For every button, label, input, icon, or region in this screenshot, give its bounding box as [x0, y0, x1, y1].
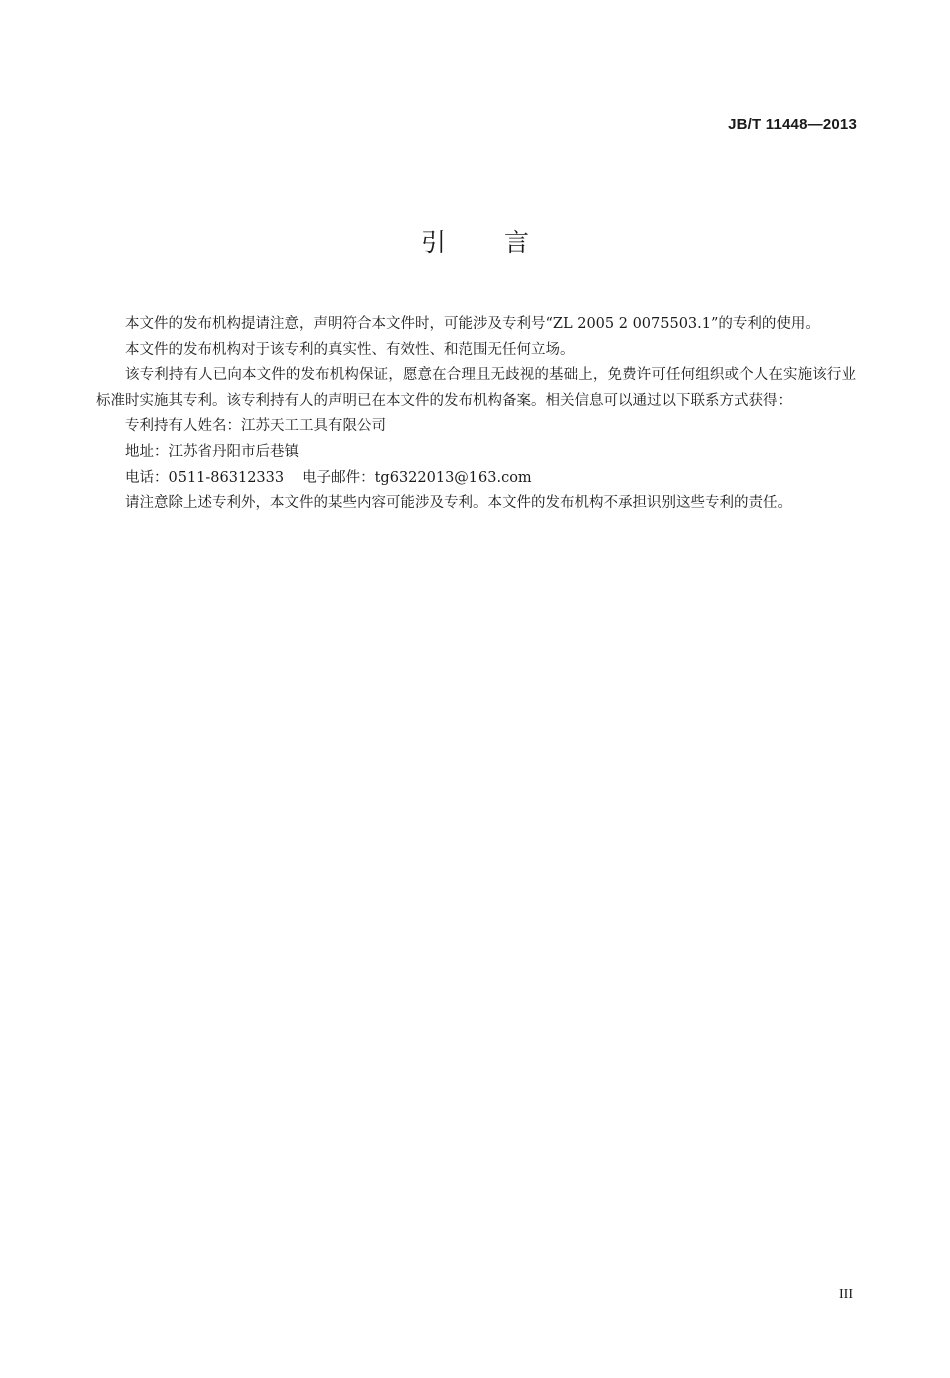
introduction-body	[96, 312, 856, 517]
patent-holder-address: 地址：江苏省丹阳市后巷镇	[125, 443, 299, 460]
patent-holder-name: 专利持有人姓名：江苏天工工具有限公司	[125, 418, 386, 435]
contact-phone: 电话：0511-86312333	[125, 469, 285, 486]
page-title: 引言	[420, 228, 587, 257]
paragraph-other-patents: 请注意除上述专利外，本文件的某些内容可能涉及专利。本文件的发布机构不承担识别这些专利的责任。	[125, 495, 792, 512]
paragraph-patent-notice: 本文件的发布机构提请注意，声明符合本文件时，可能涉及专利号“ZL 2005 2 0075503.1”的专利的使用。	[125, 316, 820, 332]
paragraph-position: 本文件的发布机构对于该专利的真实性、有效性、和范围无任何立场。	[125, 341, 575, 358]
contact-email: 电子邮件：tg6322013@163.com	[302, 469, 532, 486]
standard-code: JB/T 11448—2013	[728, 116, 857, 133]
paragraph-license-statement: 该专利持有人已向本文件的发布机构保证，愿意在合理且无歧视的基础上，免费许可任何组织或个人在实施该行业标准时实施其专利。该专利持有人的声明已在本文件的发布机构备案。相关信息可以通过以下联系方式获得：	[96, 367, 856, 409]
page-number: III	[839, 1287, 853, 1302]
contact-line	[96, 466, 856, 492]
